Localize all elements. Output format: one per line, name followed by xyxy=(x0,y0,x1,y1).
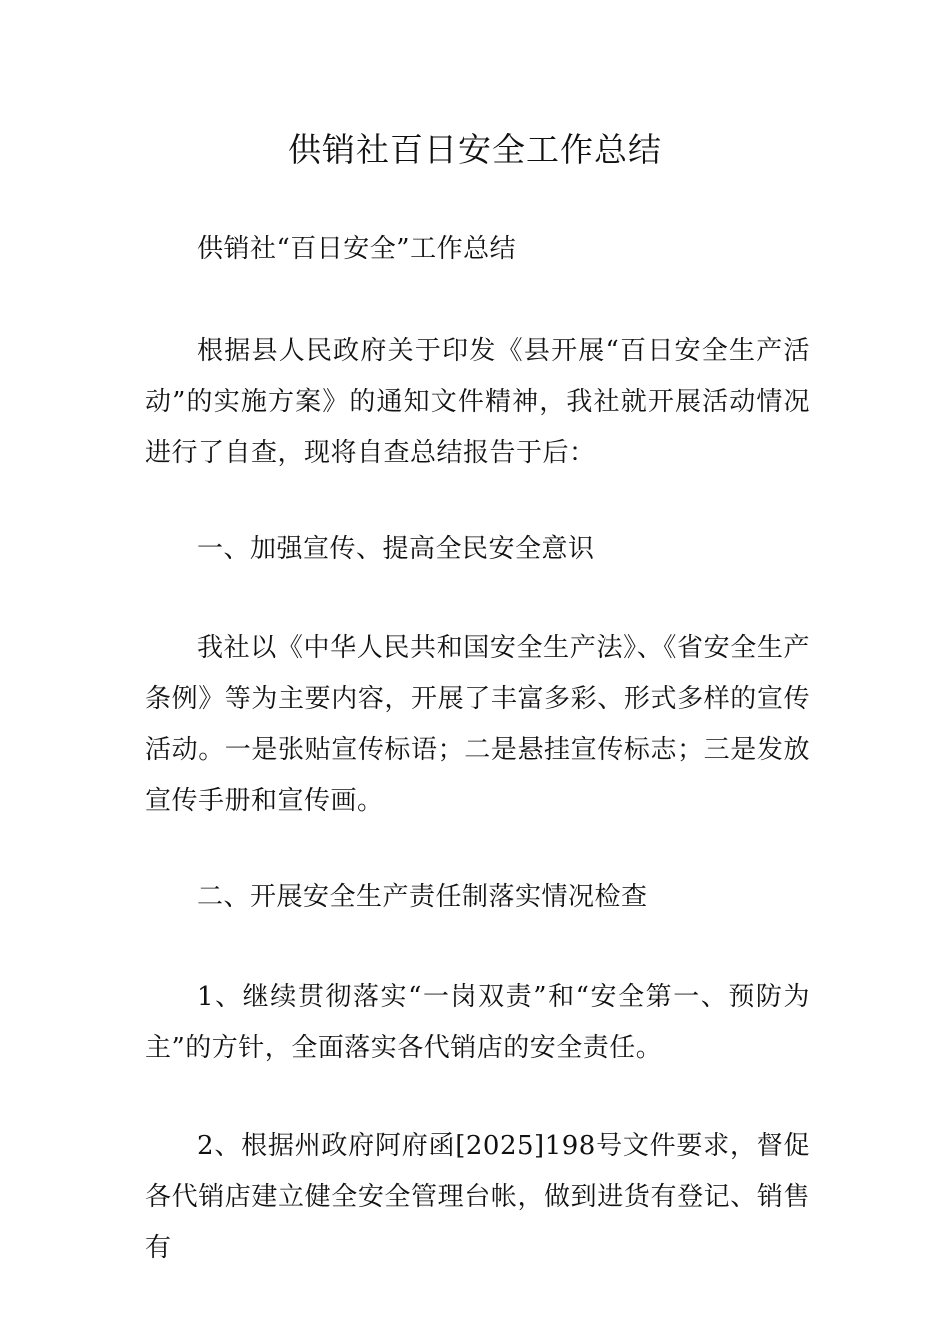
section-heading-1: 一、加强宣传、提高全民安全意识 xyxy=(197,534,595,564)
item-1-paragraph: 1、继续贯彻落实“一岗双责”和“安全第一、预防为主”的方针，全面落实各代销店的安全责任。 xyxy=(145,982,810,1063)
section-1-paragraph: 我社以《中华人民共和国安全生产法》、《省安全生产条例》等为主要内容，开展了丰富多彩、形式多样的宣传活动。一是张贴宣传标语；二是悬挂宣传标志；三是发放宣传手册和宣传画。 xyxy=(145,633,810,816)
document-title: 供销社百日安全工作总结 xyxy=(288,130,662,169)
item-2-paragraph: 2、根据州政府阿府函[2025]198号文件要求，督促各代销店建立健全安全管理台帐，做到进货有登记、销售有 xyxy=(145,1131,810,1263)
section-heading-2: 二、开展安全生产责任制落实情况检查 xyxy=(197,882,648,912)
intro-paragraph: 根据县人民政府关于印发《县开展“百日安全生产活动”的实施方案》的通知文件精神，我社就开展活动情况进行了自查，现将自查总结报告于后： xyxy=(145,336,810,468)
subtitle-paragraph: 供销社“百日安全”工作总结 xyxy=(197,234,517,264)
